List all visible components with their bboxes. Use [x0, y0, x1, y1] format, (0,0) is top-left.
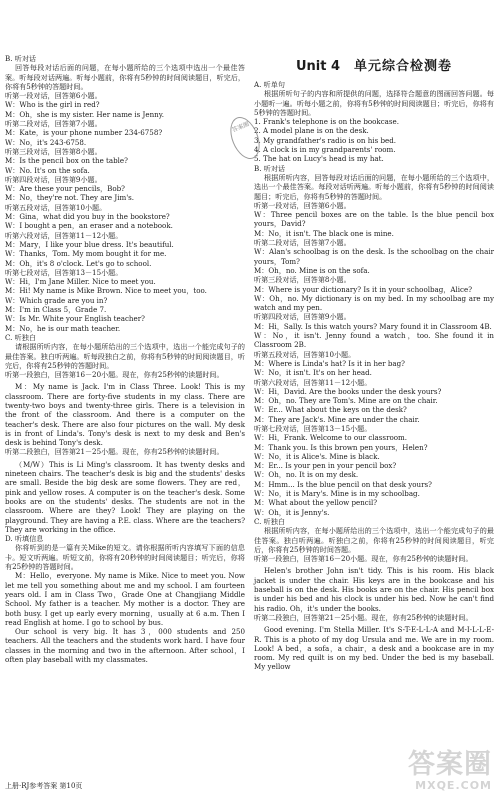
text-line: 回答每段对话后面的问题，在每小题所给的三个选项中选出一个最佳答案。听每段对话两遍。听每小题前，你将有5秒钟的时间阅读题目，听完后，你将有5秒钟的答题时间。	[5, 63, 245, 91]
left-column	[5, 54, 245, 664]
text-line: W：No，it's 243-6758.	[5, 137, 87, 147]
text-line: Helen's brother John isn't tidy. This is his room. His black jacket is under the chair. His keys are in the bookcase and his baseball is on the desk. His books are on the chair. His pencil box is under his bed and his clock is under his bed. Now he can't find his radio. Oh，it's under the books.	[254, 566, 494, 613]
text-line: W：No，it is Mary's. Mine is in my schoolbag.	[254, 489, 420, 499]
text-line: M：Gina，what did you buy in the bookstore?	[5, 212, 170, 222]
text-line: 根据所听内容，回答每段对话后面的问题，在每小题所给的三个选项中，选出一个最佳答案。每段对话听两遍。听每小题前，你将有5秒钟的时间阅读题目；听完后，你将有5秒钟的答题时间。	[254, 172, 494, 201]
text-line: M：No，it isn't. The black one is mine.	[254, 228, 394, 238]
text-line: 听第三段对话，回答第8小题。	[254, 275, 351, 285]
text-line: M：Kate，is your phone number 234-6758?	[5, 128, 163, 138]
watermark-text: 答案圈	[408, 749, 492, 780]
text-line: B. 听对话	[254, 163, 286, 173]
text-line: 4. A clock is in my grandparents' room.	[254, 145, 396, 155]
text-line: W：Er... What about the keys on the desk?	[254, 405, 407, 415]
text-line: W：No，it isn't. Jenny found a watch，too. She found it in Classroom 2B.	[254, 331, 494, 350]
text-line: W：Which grade are you in?	[5, 295, 108, 305]
text-line: 听第七段对话，回答第13－15小题。	[5, 267, 123, 277]
text-line: M：Oh，no. They are Tom's. Mine are on the chair.	[254, 396, 438, 406]
text-line: 听第五段对话，回答第10小题。	[5, 202, 107, 212]
text-line: M：Hi! My name is Mike Brown. Nice to meet you，too.	[5, 286, 207, 296]
text-line: M：They are Jack's. Mine are under the chair.	[254, 414, 420, 424]
text-line: 听第六段对话，回答第11－12小题。	[254, 377, 372, 387]
text-line: C. 听独白	[5, 332, 36, 342]
text-line: （M/W）This is Li Ming's classroom. It has twenty desks and nineteen chairs. The teacher's desk is big and the students' desks are small. Beside the big desk are some flowers. They are red，pink and yellow roses. A computer is on the teacher's desk. Some books are on the students' desks. The students are not in the classroom. Where are they? Look! They are playing on the playground. They are having a P.E. class. Where are the teachers? They are working in the office.	[5, 459, 245, 534]
text-line: W：Hi，Frank. Welcome to our classroom.	[254, 433, 407, 443]
text-line: M：I'm in Class 5，Grade 7.	[5, 305, 107, 315]
text-line: W：Alan's schoolbag is on the desk. Is the schoolbag on the chair yours，Tom?	[254, 247, 494, 266]
text-line: D. 听填信息	[5, 534, 44, 544]
text-line: M：No，they're not. They are Jim's.	[5, 193, 135, 203]
text-line: M：Where is your dictionary? Is it in your schoolbag，Alice?	[254, 284, 473, 294]
text-line: M：Hmm... Is the blue pencil on that desk yours?	[254, 479, 432, 489]
text-line: 5. The hat on Lucy's head is my hat.	[254, 154, 384, 164]
text-line: M：Oh，no. Mine is on the sofa.	[254, 265, 370, 275]
text-line: W：Who is the girl in red?	[5, 100, 100, 110]
text-line: W：Thanks，Tom. My mom bought it for me.	[5, 249, 167, 259]
text-line: 听第五段对话，回答第10小题。	[254, 349, 356, 359]
text-line: 请根据所听内容，在每小题所给出的三个选项中，选出一个能完成句子的最佳答案。独白听两遍。听每段独白之前，你将有5秒钟的时间阅读题目，听完后，你将有25秒钟的答题时间。	[5, 342, 245, 370]
text-line: 3. My grandfather's radio is on his bed.	[254, 135, 397, 145]
page-footer: 上册·RJ参考答案 第10页	[5, 782, 83, 790]
text-line: M：Er... Is your pen in your pencil box?	[254, 461, 397, 471]
text-line: 2. A model plane is on the desk.	[254, 126, 369, 136]
text-line: A. 听单句	[254, 80, 285, 89]
text-line: M：Is the pencil box on the table?	[5, 156, 128, 166]
watermark-logo	[400, 750, 492, 796]
text-line: 根据所听句子的内容和所提供的问题，选择符合题意的图画回答问题。每小题听一遍。听每小题之前，你将有5秒钟的时间阅读题目；听完后，你将有5秒钟的答题时间。	[254, 89, 494, 117]
text-line: M：Hello，everyone. My name is Mike. Nice to meet you. Now let me tell you something about me and my school. I am fourteen years old. I am in Class Two，Grade One at Changjiang Middle School. My father is a teacher. My mother is a doctor. They are both busy. I get up early every morning，usually at 6 a.m. Then I read English at home. I go to school by bus.	[5, 571, 245, 627]
text-line: W：Is Mr. White your English teacher?	[5, 314, 145, 324]
text-line: 听第三段对话，回答第8小题。	[5, 146, 102, 156]
text-line: 根据所听内容，在每小题所给出的三个选项中，选出一个能完成句子的最佳答案。独白听两遍。听独白之前，你将有25秒钟的时间阅读题目，听完后，你将有25秒钟的时间答题。	[254, 526, 494, 554]
text-line: 听第七段对话，回答第13－15小题。	[254, 423, 372, 433]
text-line: M：My name is Jack. I'm in Class Three. Look! This is my classroom. There are forty-five students in my class. There are twenty-two boys and twenty-three girls. There is a television in the front of the classroom. And there is a computer on the teacher's desk. There are also four pictures on the wall. My desk is in front of Linda's. Tony's desk is next to my desk and Ben's desk is behind Tony's desk.	[5, 382, 245, 448]
text-line: M：Where is Linda's hat? Is it in her bag?	[254, 358, 405, 368]
text-line: W：No，it is Alice's. Mine is black.	[254, 451, 380, 461]
text-line: W：Hi，David. Are the books under the desk yours?	[254, 386, 442, 396]
text-line: 听第一段对话，回答第6小题。	[254, 200, 351, 210]
text-line: M：Thank you. Is this brown pen yours，Helen?	[254, 442, 428, 452]
text-line: M：Hi，Sally. Is this watch yours? Mary found it in Classroom 4B.	[254, 321, 492, 331]
text-line: 听第一段对话，回答第6小题。	[5, 91, 102, 101]
right-column-body	[254, 80, 494, 672]
text-line: 听第四段对话，回答第9小题。	[254, 312, 351, 322]
text-line: W：Oh，no. My dictionary is on my bed. In my schoolbag are my watch and my pen.	[254, 293, 494, 313]
text-line: 听第一段独白，回答第16－20小题。现在，你有25秒钟的读题时间。	[254, 554, 473, 564]
text-line: 听第二段独白，回答第21－25小题。现在，你有25秒钟的读题时间。	[254, 612, 473, 622]
text-line: M：Oh，it's 8 o'clock. Let's go to school.	[5, 258, 152, 268]
text-line: M：What about the yellow pencil?	[254, 498, 378, 508]
text-line: M：No，he is our math teacher.	[5, 323, 121, 333]
text-line: 听第二段对话，回答第7小题。	[5, 119, 102, 129]
text-line: 听第二段对话，回答第7小题。	[254, 238, 351, 248]
text-line: W：No. It's on the sofa.	[5, 165, 90, 175]
text-line: B. 听对话	[5, 54, 37, 63]
text-line: W：I bought a pen，an eraser and a notebook.	[5, 221, 173, 231]
watermark-url: MXQE.COM	[415, 779, 492, 792]
text-line: 听第一段独白，回答第16－20小题。现在，你有25秒钟的读题时间。	[5, 370, 224, 380]
unit-label: Unit 4	[295, 59, 341, 75]
text-line: Our school is very big. It has 3，000 students and 250 teachers. All the teachers and the students work hard. I have four classes in the morning and two in the afternoon. After school，I often play baseball with my classmates.	[5, 627, 245, 664]
text-line: W：No，it isn't. It's on her head.	[254, 368, 372, 378]
text-line: W：Oh，no. It is on my desk.	[254, 470, 359, 480]
right-column	[254, 54, 494, 672]
text-line: W：Hi，I'm Jane Miller. Nice to meet you.	[5, 277, 156, 287]
text-line: W：Three pencil boxes are on the table. Is the blue pencil box yours，David?	[254, 210, 494, 229]
text-line: W：Are these your pencils，Bob?	[5, 184, 125, 194]
text-line: 你将听到的是一篇有关Mike的短文。请你根据所听内容填写下面的信息卡。短文听两遍。听短文前，你将有20秒钟的时间阅读题目；听完后，你将有25秒钟的答题时间。	[5, 543, 245, 572]
unit-name: 单元综合检测卷	[354, 59, 453, 75]
text-line: 听第二段独白，回答第21－25小题。现在，你有25秒钟的读题时间。	[5, 447, 224, 457]
text-line: 听第六段对话，回答第11－12小题。	[5, 230, 123, 240]
text-line: M：Mary，I like your blue dress. It's beautiful.	[5, 239, 174, 249]
text-line: 1. Frank's telephone is on the bookcase.	[254, 117, 400, 127]
text-line: C. 听独白	[254, 516, 285, 526]
text-line: 听第四段对话，回答第9小题。	[5, 174, 102, 184]
text-line: Good evening. I'm Stella Miller. It's S-T-E-L-L-A and M-I-L-L-E-R. This is a photo of my dog Ursula and me. We are in my room. Look! A bed，a sofa，a chair，a desk and a bookcase are in my room. My red quilt is on my bed. Under the bed is my baseball. My yellow	[254, 625, 494, 672]
text-line: W：Oh，it is Jenny's.	[254, 507, 330, 517]
unit-title	[254, 54, 494, 80]
stamp-text: 答案圈	[231, 120, 251, 134]
text-line: M：Oh，she is my sister. Her name is Jenny.	[5, 109, 165, 119]
